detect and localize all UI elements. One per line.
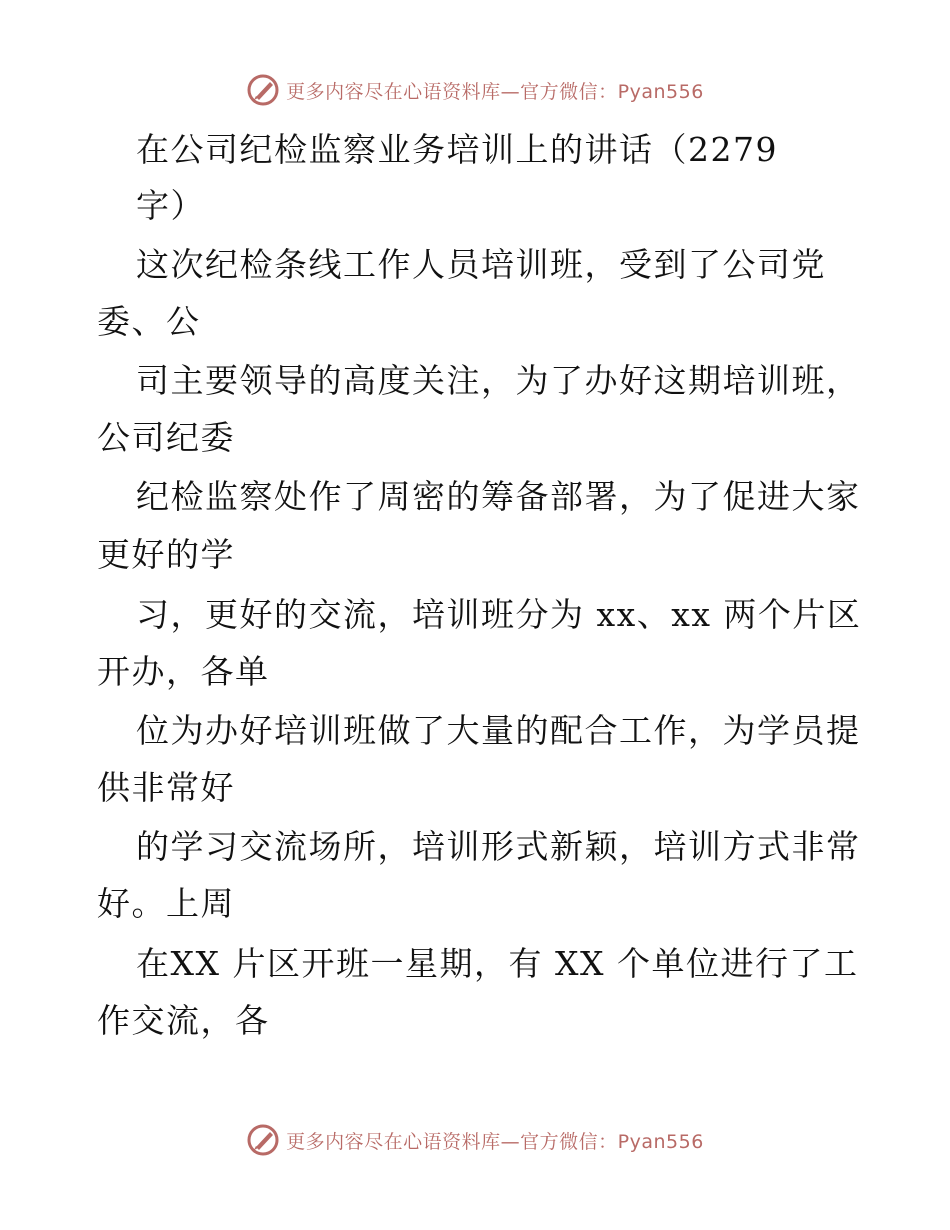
header-watermark [0, 72, 950, 108]
quill-pen-logo-icon [246, 73, 280, 107]
paragraph-line: 的学习交流场所，培训形式新颖，培训方式非常 [136, 827, 861, 866]
paragraph-line: 纪检监察处作了周密的筹备部署，为了促进大家 [136, 477, 861, 516]
paragraph-line: 开办，各单 [97, 652, 270, 691]
paragraph-line: 供非常好 [97, 768, 235, 807]
footer-watermark [0, 1122, 950, 1158]
paragraph-line: 这次纪检条线工作人员培训班，受到了公司党 [136, 245, 826, 284]
quill-pen-logo-icon [246, 1123, 280, 1157]
paragraph-line: 司主要领导的高度关注，为了办好这期培训班， [136, 361, 861, 400]
paragraph-line: 委、公 [97, 302, 201, 341]
paragraph-line: 作交流，各 [97, 1001, 270, 1040]
paragraph-line: 好。上周 [97, 884, 235, 923]
watermark-text: 更多内容尽在心语资料库—官方微信：Pyan556 [286, 1130, 704, 1153]
watermark-text: 更多内容尽在心语资料库—官方微信：Pyan556 [286, 80, 704, 103]
paragraph-line: 位为办好培训班做了大量的配合工作，为学员提 [136, 711, 861, 750]
paragraph-line: 公司纪委 [97, 418, 235, 457]
paragraph-line: 在XX 片区开班一星期，有 XX 个单位进行了工 [136, 944, 859, 983]
document-title-line-2: 字） [136, 186, 205, 225]
paragraph-line: 更好的学 [97, 535, 235, 574]
paragraph-line: 习，更好的交流，培训班分为 xx、xx 两个片区 [136, 595, 862, 634]
document-title-line-1: 在公司纪检监察业务培训上的讲话（2279 [136, 130, 778, 169]
